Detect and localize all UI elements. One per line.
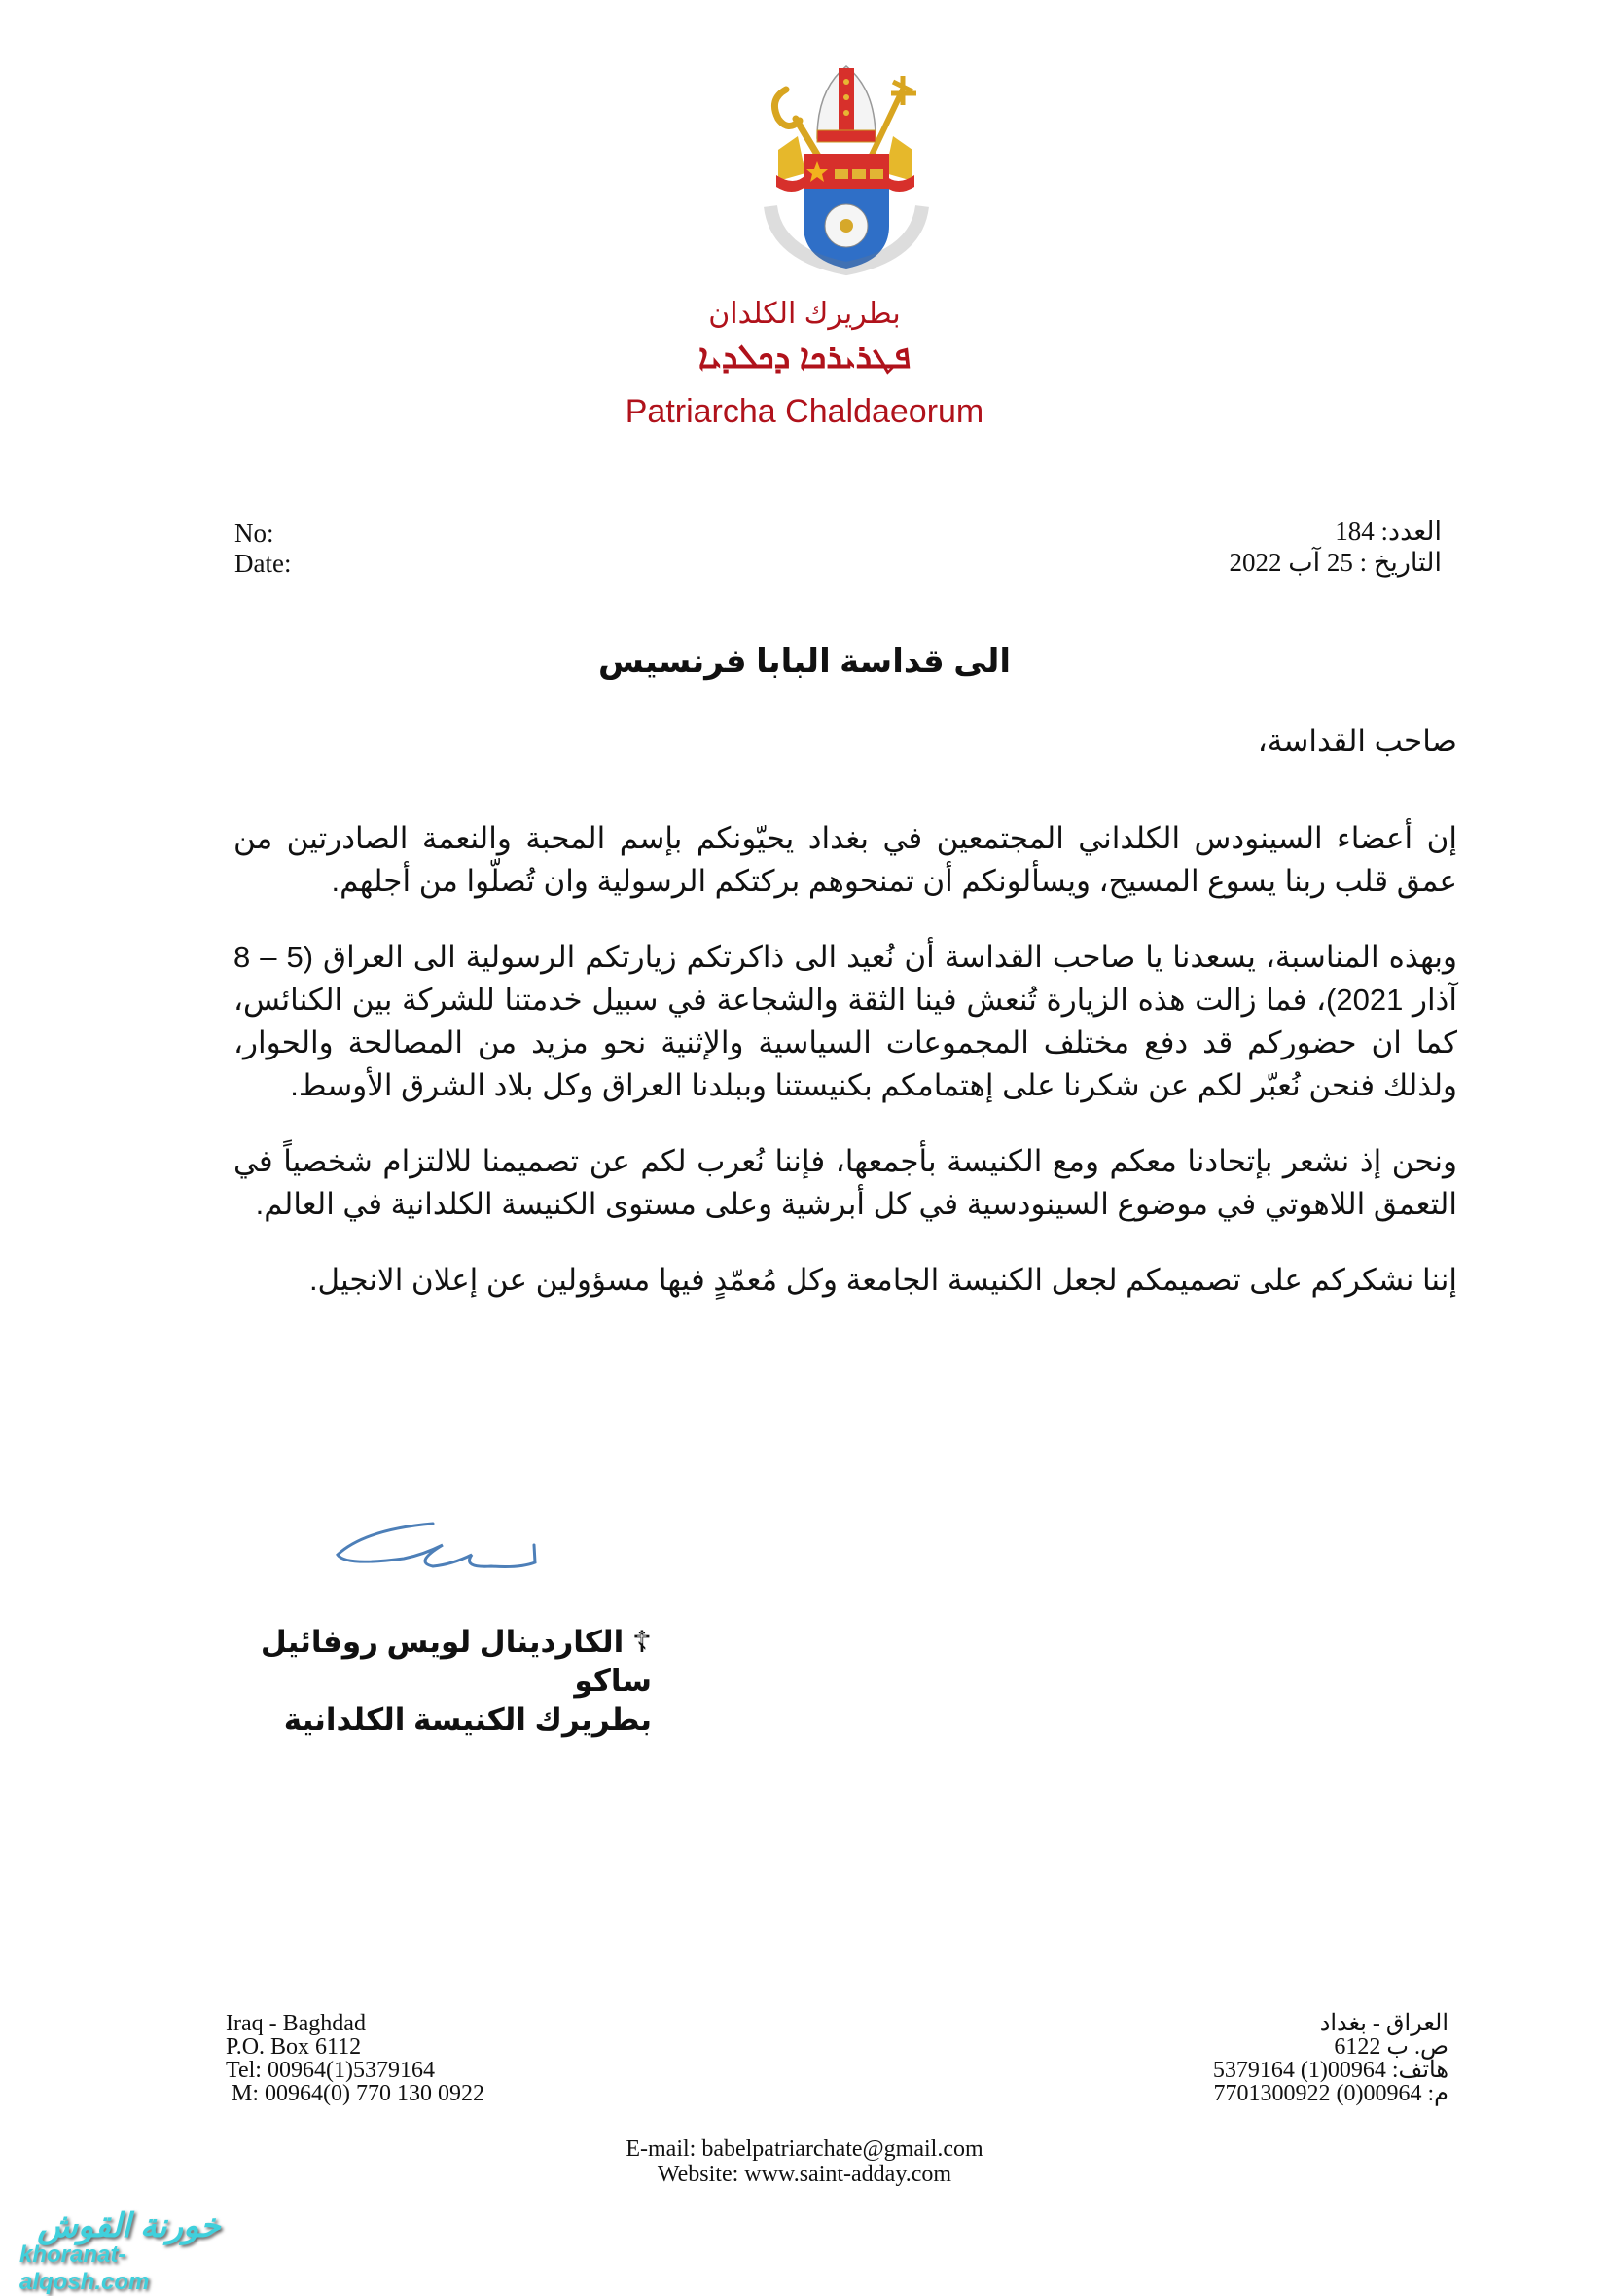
watermark-arabic: خورنة القوش — [37, 2207, 221, 2244]
watermark-url: khoranat-alqosh.com — [19, 2242, 150, 2295]
signatory-name-line — [243, 1623, 652, 1701]
footer-line: Iraq - Baghdad — [226, 2011, 366, 2036]
paragraph: إننا نشكركم على تصميمكم لجعل الكنيسة الجامعة وكل مُعمّدٍ فيها مسؤولين عن إعلان الانجيل. — [308, 1263, 1457, 1297]
footer-line: م: 00964(0) 7701300922 — [1213, 2081, 1448, 2106]
arabic-number: العدد: 184 — [1335, 517, 1442, 546]
watermark-logo — [19, 2206, 238, 2296]
paragraph: إن أعضاء السينودس الكلداني المجتمعين في بغداد يحيّونكم بإسم المحبة والنعمة الصادرتين من عمق قلب ربنا يسوع المسيح، ويسألونكم أن تمنحوهم بركتكم الرسولية وان تُصلّوا من أجلهم. — [233, 821, 1457, 898]
handwritten-signature-icon — [326, 1516, 550, 1584]
arabic-date: التاريخ : 25 آب 2022 — [1229, 548, 1442, 577]
reference-arabic — [1229, 516, 1442, 578]
footer-line: العراق - بغداد — [1319, 2011, 1448, 2036]
salutation: صاحب القداسة، — [1257, 724, 1457, 758]
footer-email[interactable]: E-mail: babelpatriarchate@gmail.com — [626, 2136, 983, 2162]
footer-english-address — [226, 2012, 484, 2105]
coat-of-arms-icon — [757, 60, 934, 278]
footer-line: Tel: 00964(1)5379164 — [226, 2058, 435, 2083]
header-latin-title: Patriarcha Chaldaeorum — [625, 393, 984, 430]
footer-line: P.O. Box 6112 — [226, 2034, 362, 2060]
header-syriac-title: ܦܛܪܝܪܟܐ ܕܟܠܕܝܐ — [697, 339, 912, 376]
footer-arabic-address — [1213, 2012, 1448, 2105]
letter-body — [233, 720, 1457, 1335]
reference-english — [234, 519, 291, 579]
footer-contact — [0, 2136, 1609, 2187]
no-label: No: — [234, 519, 274, 548]
header-arabic-title: بطريرك الكلدان — [708, 298, 901, 330]
letter-title: الى قداسة البابا فرنسيس — [597, 643, 1012, 680]
footer-line: M: 00964(0) 770 130 0922 — [226, 2081, 484, 2106]
signatory-name: الكاردينال لويس روفائيل ساكو — [260, 1625, 652, 1698]
paragraph: وبهذه المناسبة، يسعدنا يا صاحب القداسة أن نُعيد الى ذاكرتكم زيارتكم الرسولية الى العراق (5 – 8 آذار 2021)، فما زالت هذه الزيارة تُنعش فينا الثقة والشجاعة في سبيل خدمتنا للشركة بين الكنائس، كما ان حضوركم قد دفع مختلف المجموعات السياسية والإثنية نحو مزيد من المصالحة والحوار، ولذلك فنحن نُعبّر لكم عن شكرنا على إهتمامكم بكنيستنا وببلدنا العراق وكل بلاد الشرق الأوسط. — [233, 940, 1457, 1102]
footer-line: ص. ب 6122 — [1334, 2034, 1448, 2060]
signatory-role: بطريرك الكنيسة الكلدانية — [283, 1703, 652, 1737]
cross-icon: ☦ — [631, 1625, 652, 1659]
signatory-block — [243, 1623, 652, 1740]
paragraph: ونحن إذ نشعر بإتحادنا معكم ومع الكنيسة بأجمعها، فإننا نُعرب لكم عن تصميمنا للالتزام شخصياً في التعمق اللاهوتي في موضوع السينودسية في كل أبرشية وعلى مستوى الكنيسة الكلدانية في العالم. — [233, 1144, 1457, 1221]
footer-website[interactable]: Website: www.saint-adday.com — [657, 2162, 952, 2187]
footer-line: هاتف: 00964(1) 5379164 — [1212, 2058, 1448, 2083]
date-label: Date: — [234, 549, 292, 578]
